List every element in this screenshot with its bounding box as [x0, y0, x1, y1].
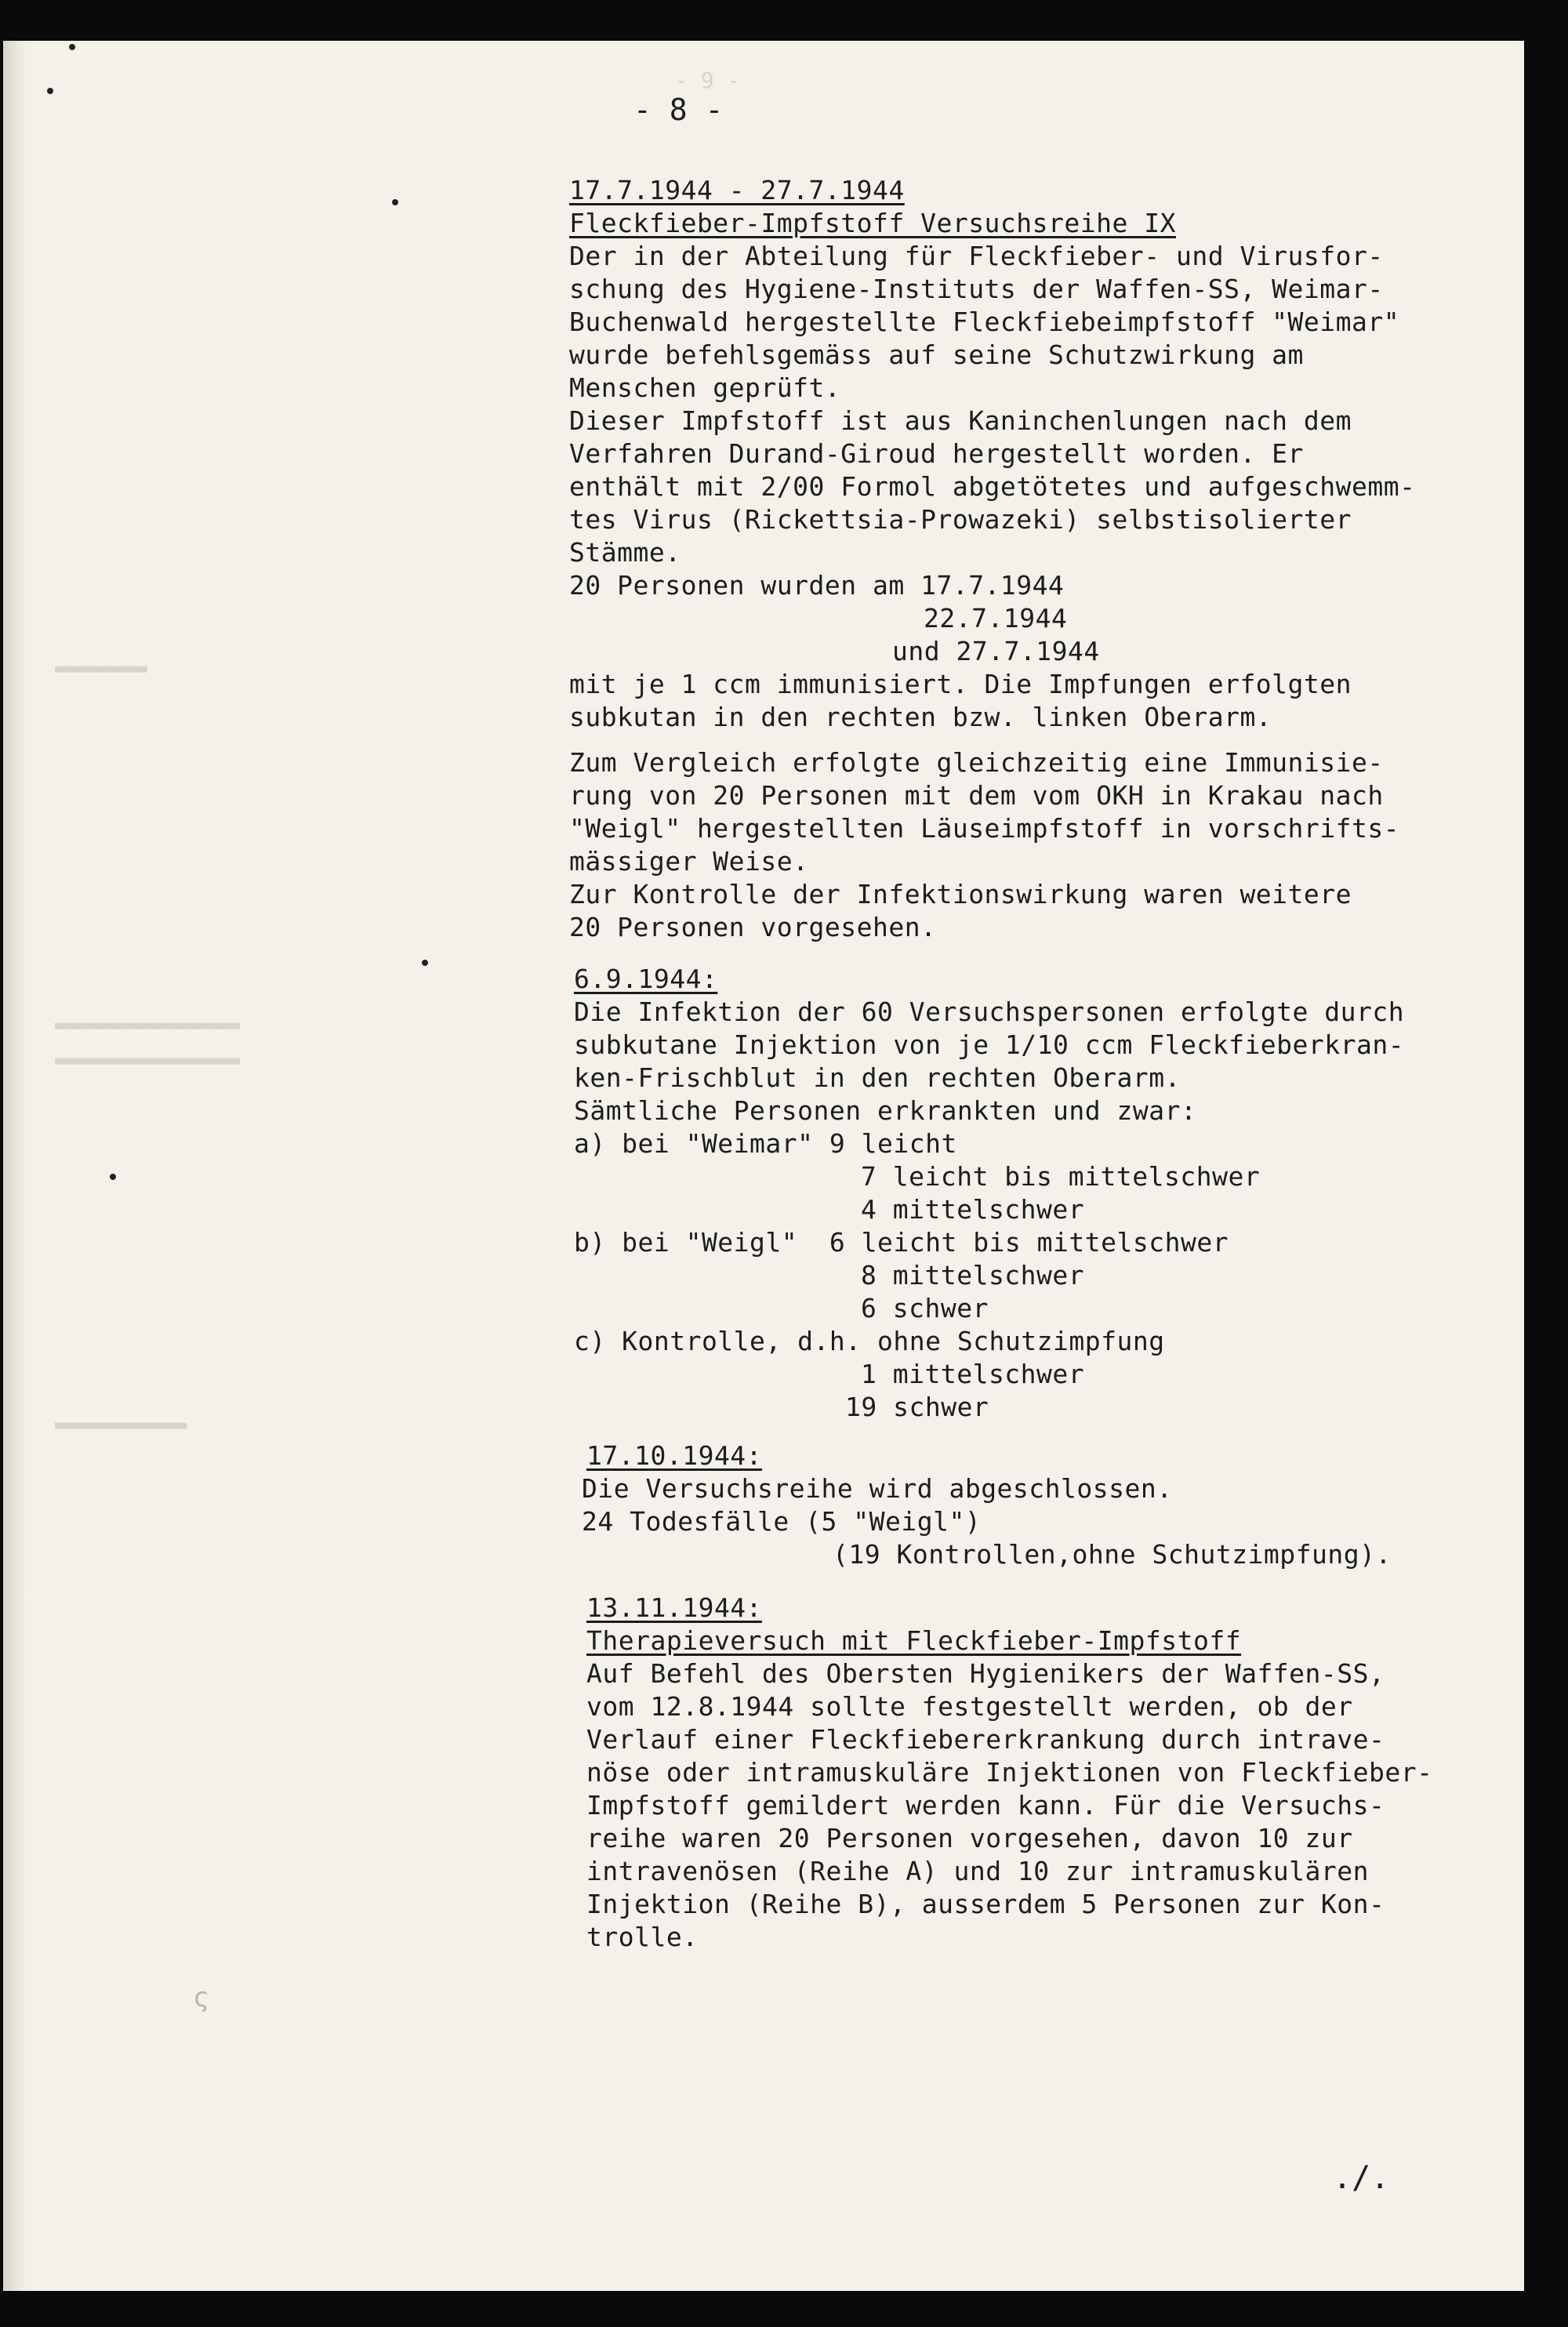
body-line: Stämme. [569, 537, 681, 568]
body-line: Verfahren Durand-Giroud hergestellt worden. Er [569, 438, 1304, 469]
body-line: reihe waren 20 Personen vorgesehen, davon 10 zur [586, 1823, 1353, 1853]
body-line: nöse oder intramuskuläre Injektionen von Fleckfieber- [586, 1757, 1433, 1788]
body-line: 24 Todesfälle (5 "Weigl") [582, 1506, 982, 1537]
body-line: Buchenwald hergestellte Fleckfiebeimpfstoff "Weimar" [569, 307, 1400, 337]
punch-mark [392, 199, 398, 205]
result-row: 7 leicht bis mittelschwer [861, 1161, 1261, 1192]
body-line: Impfstoff gemildert werden kann. Für die Versuchs- [586, 1790, 1385, 1821]
bleed-through: ▬▬▬▬▬▬▬▬▬▬▬▬▬▬ [55, 1011, 241, 1037]
result-row: b) bei "Weigl" 6 leicht bis mittelschwer [574, 1227, 1229, 1258]
body-line: Injektion (Reihe B), ausserdem 5 Personen zur Kon- [586, 1889, 1385, 1919]
body-line: schung des Hygiene-Instituts der Waffen-SS, Weimar- [569, 274, 1384, 304]
body-line: 20 Personen wurden am 17.7.1944 [569, 570, 1065, 601]
punch-mark [47, 88, 53, 94]
body-line: mässiger Weise. [569, 846, 809, 877]
body-line: Zum Vergleich erfolgte gleichzeitig eine Immunisie- [569, 747, 1384, 778]
body-line: intravenösen (Reihe A) und 10 zur intramuskulären [586, 1856, 1370, 1886]
body-line: tes Virus (Rickettsia-Prowazeki) selbstisolierter [569, 504, 1352, 535]
body-line: Zur Kontrolle der Infektionswirkung waren weitere [569, 879, 1352, 909]
body-line: Auf Befehl des Obersten Hygienikers der Waffen-SS, [586, 1658, 1385, 1689]
body-line: rung von 20 Personen mit dem vom OKH in Krakau nach [569, 780, 1384, 811]
punch-mark [422, 960, 428, 966]
body-line: enthält mit 2/00 Formol abgetötetes und aufgeschwemm- [569, 471, 1416, 502]
result-row: 6 schwer [861, 1293, 989, 1323]
body-line: Der in der Abteilung für Fleckfieber- und Virusfor- [569, 241, 1384, 271]
body-line: Verlauf einer Fleckfiebererkrankung durch intrave- [586, 1724, 1385, 1755]
bleed-through: ▬▬▬▬▬▬▬▬▬▬▬▬▬▬ [55, 1047, 241, 1073]
result-row: 1 mittelschwer [861, 1359, 1085, 1389]
result-row: a) bei "Weimar" 9 leicht [574, 1128, 957, 1159]
result-row: 8 mittelschwer [861, 1260, 1085, 1291]
result-row: 19 schwer [845, 1392, 989, 1422]
section-title: Fleckfieber-Impfstoff Versuchsreihe IX [569, 208, 1176, 238]
body-line: Menschen geprüft. [569, 372, 841, 403]
body-line: wurde befehlsgemäss auf seine Schutzwirkung am [569, 339, 1304, 370]
body-line: 20 Personen vorgesehen. [569, 912, 937, 942]
body-line: Die Versuchsreihe wird abgeschlossen. [582, 1473, 1173, 1504]
body-line: subkutan in den rechten bzw. linken Oberarm. [569, 702, 1272, 732]
result-row: 4 mittelschwer [861, 1194, 1085, 1225]
body-line: 22.7.1944 [924, 603, 1068, 633]
section-title: Therapieversuch mit Fleckfieber-Impfstoff [586, 1625, 1242, 1656]
body-line: Dieser Impfstoff ist aus Kaninchenlungen nach dem [569, 405, 1352, 436]
punch-mark [110, 1174, 116, 1180]
body-line: "Weigl" hergestellten Läuseimpfstoff in vorschrifts- [569, 813, 1400, 844]
pencil-mark: ς [193, 1982, 209, 2013]
body-line: Sämtliche Personen erkrankten und zwar: [574, 1095, 1197, 1126]
punch-mark [69, 44, 75, 50]
bleed-through: ▬▬▬▬▬▬▬ [55, 655, 148, 681]
body-line: vom 12.8.1944 sollte festgestellt werden, ob der [586, 1691, 1353, 1722]
result-row: c) Kontrolle, d.h. ohne Schutzimpfung [574, 1326, 1165, 1356]
date-heading: 17.7.1944 - 27.7.1944 [569, 175, 905, 205]
date-heading: 13.11.1944: [586, 1592, 763, 1623]
bleed-through: - 9 - [674, 67, 741, 93]
bleed-through: ▬▬▬▬▬▬▬▬▬▬ [55, 1411, 187, 1437]
body-line: Die Infektion der 60 Versuchspersonen erfolgte durch [574, 997, 1405, 1027]
date-heading: 17.10.1944: [586, 1440, 763, 1471]
date-heading: 6.9.1944: [574, 964, 718, 994]
body-line: (19 Kontrollen,ohne Schutzimpfung). [833, 1539, 1392, 1570]
page-number: - 8 - [633, 93, 724, 127]
continuation-mark: ./. [1333, 2160, 1390, 2196]
body-line: subkutane Injektion von je 1/10 ccm Fleckfieberkran- [574, 1029, 1405, 1060]
body-line: ken-Frischblut in den rechten Oberarm. [574, 1062, 1181, 1093]
paper-edge-shadow [3, 41, 27, 2291]
body-line: und 27.7.1944 [892, 636, 1100, 666]
body-line: mit je 1 ccm immunisiert. Die Impfungen erfolgten [569, 669, 1352, 699]
body-line: trolle. [586, 1922, 699, 1952]
